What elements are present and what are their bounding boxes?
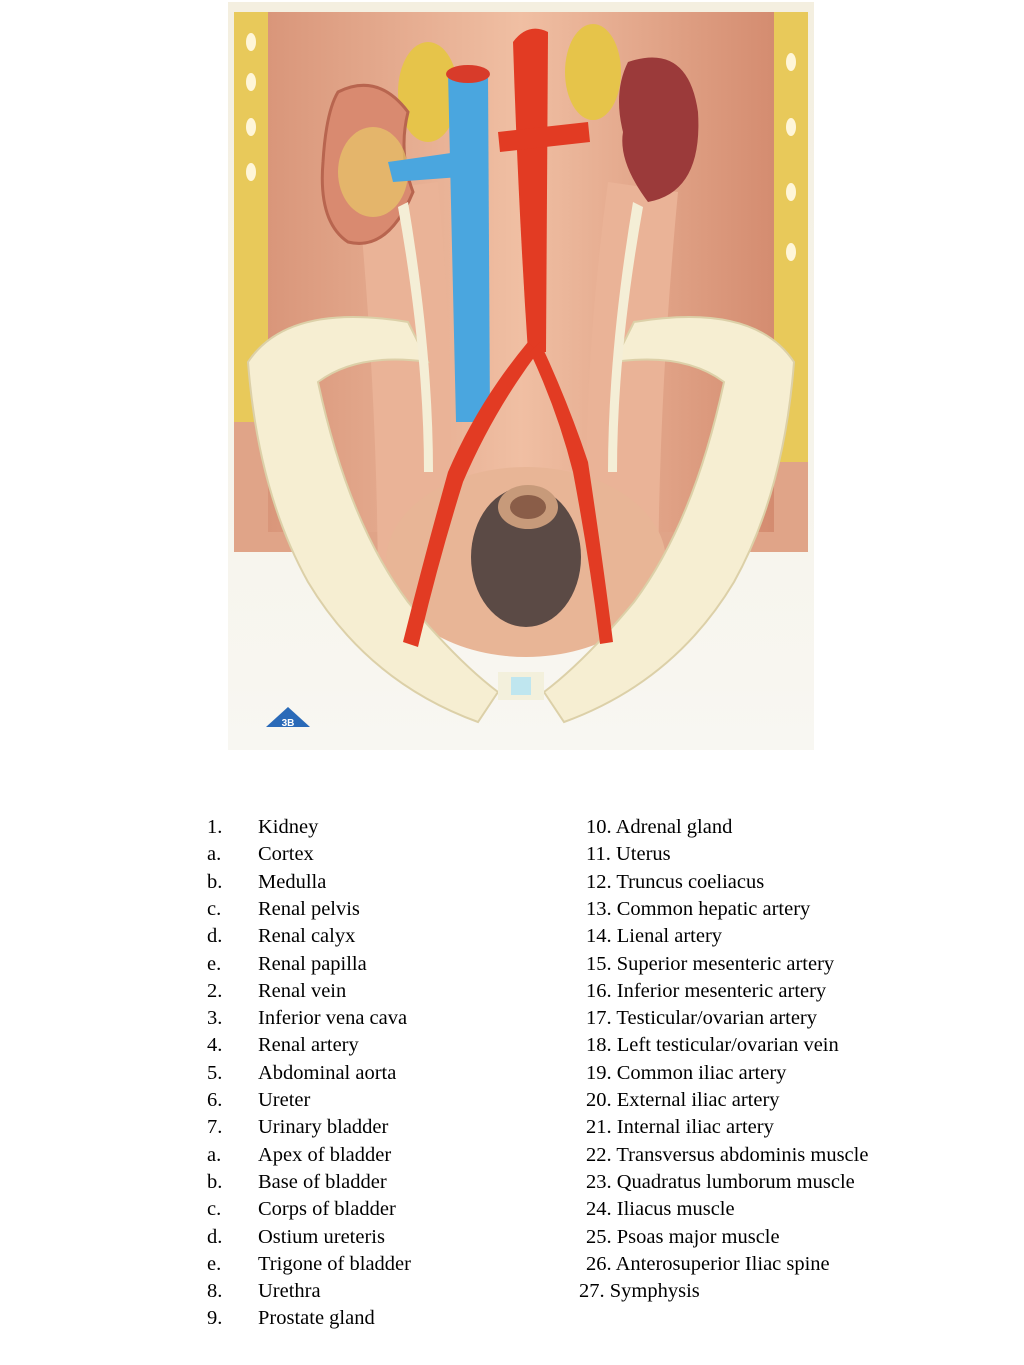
anatomy-model-image — [228, 2, 814, 750]
brand-logo-text: 3B — [281, 718, 295, 729]
